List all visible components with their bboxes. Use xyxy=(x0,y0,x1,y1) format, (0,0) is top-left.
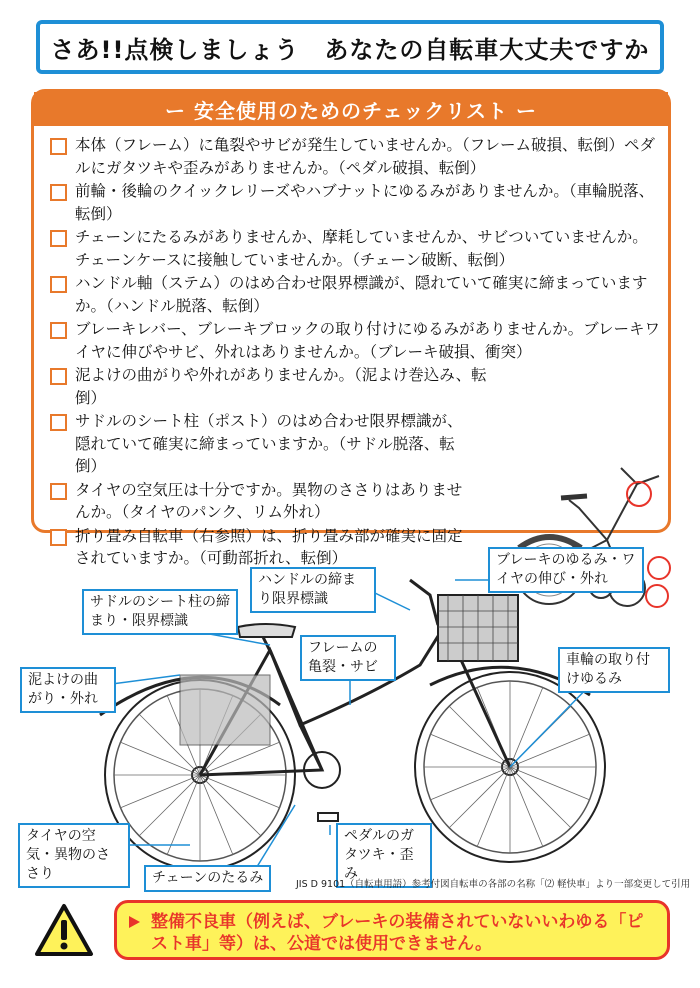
checklist-item xyxy=(50,134,668,179)
checklist-item-text: 折り畳み自転車（右参照）は、折り畳み部が確実に固定されていますか。（可動部折れ、転倒） xyxy=(75,526,463,567)
checklist-item xyxy=(50,364,668,409)
checklist-item-text: ハンドル軸（ステム）のはめ合わせ限界標識が、隠れていて確実に締まっていますか。（ハンドル脱落、転倒） xyxy=(75,274,648,315)
checkbox[interactable] xyxy=(50,276,67,293)
callout-tire xyxy=(18,823,130,888)
checklist-item xyxy=(50,226,668,271)
callout-wheel-text: 車輪の取り付けゆるみ xyxy=(566,652,650,687)
callout-pedal-text: ペダルのガタツキ・歪み xyxy=(344,828,414,882)
checklist-header-text: ー 安全使用のためのチェックリスト ー xyxy=(165,98,537,123)
page-title xyxy=(36,20,664,74)
warning-text: 整備不良車（例えば、ブレーキの装備されていないいわゆる「ピスト車」等）は、公道では使用できません。 xyxy=(151,912,644,954)
callout-frame xyxy=(300,635,396,681)
callout-handle-text: ハンドルの締まり限界標識 xyxy=(258,572,356,607)
warning-icon xyxy=(34,903,94,957)
callout-fender xyxy=(20,667,116,713)
callout-brake-text: ブレーキのゆるみ・ワイヤの伸び・外れ xyxy=(496,552,636,587)
checkbox[interactable] xyxy=(50,368,67,385)
checklist-item-text: 泥よけの曲がりや外れがありませんか。（泥よけ巻込み、転倒） xyxy=(75,366,487,407)
warning-message xyxy=(129,911,655,955)
checklist-header xyxy=(34,92,668,126)
callout-fender-text: 泥よけの曲がり・外れ xyxy=(28,672,98,707)
callout-chain xyxy=(144,865,271,892)
callout-brake xyxy=(488,547,644,593)
checklist-item xyxy=(50,180,668,225)
checklist-item-text: チェーンにたるみがありませんか、摩耗していませんか、サビついていませんか。チェーンケースに接触していませんか。（チェーン破断、転倒） xyxy=(75,228,648,269)
checklist-item xyxy=(50,272,668,317)
checkbox[interactable] xyxy=(50,138,67,155)
checkbox[interactable] xyxy=(50,483,67,500)
checkbox[interactable] xyxy=(50,322,67,339)
callout-tire-text: タイヤの空気・異物のささり xyxy=(26,828,110,882)
callout-frame-text: フレームの亀裂・サビ xyxy=(308,640,378,675)
callout-chain-text: チェーンのたるみ xyxy=(152,870,264,886)
callout-handle xyxy=(250,567,376,613)
checklist-item xyxy=(50,318,668,363)
checklist-item-text: タイヤの空気圧は十分ですか。異物のささりはありませんか。（タイヤのパンク、リム外れ） xyxy=(75,480,463,521)
checklist-item-text: サドルのシート柱（ポスト）のはめ合わせ限界標識が、隠れていて確実に締まっていますか。（サドル脱落、転倒） xyxy=(75,412,463,475)
safety-checklist-panel xyxy=(31,89,671,567)
warning-box xyxy=(114,900,670,960)
checklist-item-text: 前輪・後輪のクイックレリーズやハブナットにゆるみがありませんか。（車輪脱落、転倒） xyxy=(75,182,655,223)
checkbox[interactable] xyxy=(50,414,67,431)
arrow-icon xyxy=(129,916,140,928)
bike-diagram xyxy=(0,535,700,895)
checkbox[interactable] xyxy=(50,230,67,247)
page-title-text: さあ!!点検しましょう あなたの自転車大丈夫ですか xyxy=(50,35,650,64)
callout-wheel xyxy=(558,647,670,693)
checkbox[interactable] xyxy=(50,184,67,201)
checklist-item-text: 本体（フレーム）に亀裂やサビが発生していませんか。（フレーム破損、転倒）ペダルにガタツキや歪みがありませんか。（ペダル破損、転倒） xyxy=(75,136,656,177)
source-citation: JIS D 9101（自転車用語）参考付図自転車の各部の名称「⑵ 軽快車」より一部変更して引用 xyxy=(296,879,691,890)
checklist-item-text: ブレーキレバー、ブレーキブロックの取り付けにゆるみがありませんか。ブレーキワイヤに伸びやサビ、外れはありませんか。（ブレーキ破損、衝突） xyxy=(75,320,660,361)
callout-saddle-text: サドルのシート柱の締まり・限界標識 xyxy=(90,594,230,629)
callout-saddle xyxy=(82,589,238,635)
